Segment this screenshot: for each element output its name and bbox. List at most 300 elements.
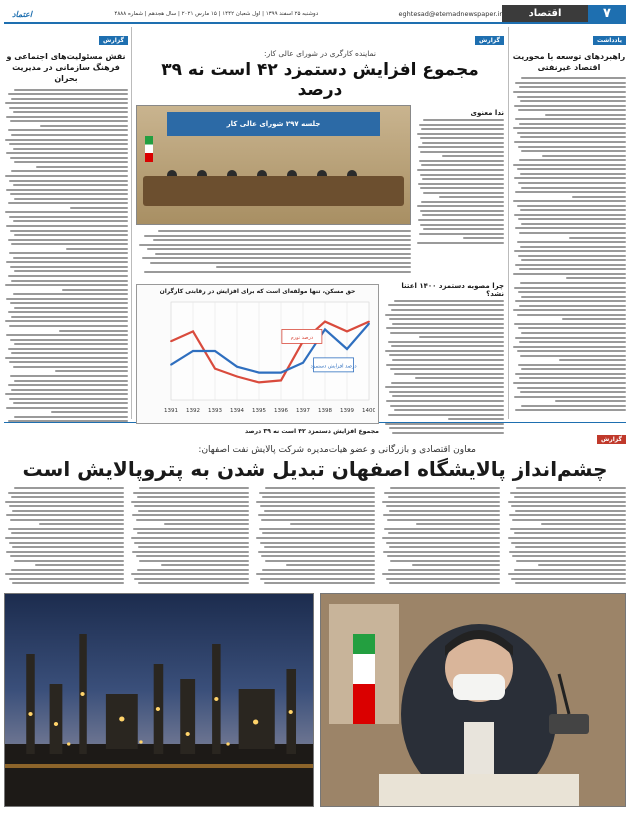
text-line [383, 551, 500, 553]
text-line [258, 551, 375, 553]
left-column-body [4, 89, 128, 423]
text-line [6, 334, 128, 336]
x-tick-label: 1398 [318, 408, 332, 415]
text-line [389, 546, 500, 548]
text-line [390, 487, 500, 489]
text-line [423, 119, 504, 121]
text-line [562, 318, 626, 320]
data-point [192, 350, 194, 352]
text-line [259, 528, 375, 530]
text-line [422, 142, 504, 144]
main-story-kicker: نماینده کارگری در شورای عالی کار: [264, 49, 376, 58]
text-line [516, 487, 626, 489]
text-line [520, 173, 626, 175]
text-line [14, 560, 124, 562]
text-line [421, 128, 504, 130]
text-line [36, 166, 128, 168]
data-point [214, 350, 216, 352]
text-line [382, 573, 500, 575]
text-line [142, 257, 412, 259]
text-line [256, 537, 374, 539]
text-line [14, 416, 128, 418]
text-line [517, 314, 626, 316]
text-line [513, 346, 626, 348]
data-point [368, 321, 370, 323]
text-line [261, 519, 375, 521]
text-line [519, 232, 626, 234]
text-line [9, 325, 128, 327]
text-line [509, 514, 626, 516]
text-line [538, 564, 626, 566]
text-line [10, 157, 128, 159]
text-line [12, 582, 123, 584]
text-line [11, 170, 128, 172]
left-column-title: نقش مسئولیت‌های اجتماعی و فرهنگ سازمانی در مدیریت بحران [6, 52, 126, 84]
text-line [517, 132, 626, 134]
text-line [8, 492, 124, 494]
data-point [192, 331, 194, 333]
page-number: ۷ [588, 5, 626, 22]
left-column-tag: گزارش [99, 36, 128, 45]
text-line [8, 420, 128, 422]
text-line [13, 257, 128, 259]
x-tick-label: 1395 [252, 408, 266, 415]
text-line [260, 578, 375, 580]
text-line [513, 273, 626, 275]
data-point [258, 382, 260, 384]
text-line [161, 564, 249, 566]
text-line [264, 510, 375, 512]
text-line [6, 514, 123, 516]
text-line [5, 537, 123, 539]
text-line [515, 409, 626, 411]
main-story-lower-lines [384, 300, 504, 434]
text-line [555, 400, 626, 402]
text-line [514, 323, 626, 325]
data-point [214, 368, 216, 370]
text-line [520, 100, 626, 102]
text-line [14, 270, 128, 272]
x-tick-label: 1396 [274, 408, 288, 415]
text-line [5, 284, 128, 286]
text-line [389, 391, 504, 393]
text-line [541, 523, 626, 525]
text-line [572, 196, 626, 198]
text-line [519, 123, 626, 125]
text-line [155, 253, 411, 255]
text-line [515, 582, 626, 584]
text-line [389, 582, 500, 584]
text-line [6, 152, 128, 154]
text-line [514, 141, 626, 143]
text-line [390, 332, 504, 334]
text-line [259, 492, 375, 494]
text-line [542, 155, 626, 157]
data-point [324, 329, 326, 331]
legend-label: درصد افزایش دستمزد [310, 363, 357, 370]
text-line [10, 120, 128, 122]
text-line [144, 235, 411, 237]
text-line [265, 560, 375, 562]
text-line [6, 261, 128, 263]
text-line [13, 220, 128, 222]
text-line [519, 159, 626, 161]
text-line [419, 336, 504, 338]
text-line [132, 514, 249, 516]
text-line [62, 289, 128, 291]
text-line [518, 327, 626, 329]
text-line [14, 234, 128, 236]
text-line [390, 560, 500, 562]
bottom-column [4, 487, 124, 587]
official-portrait-illustration [320, 594, 625, 807]
text-line [11, 316, 128, 318]
text-line [9, 361, 128, 363]
text-line [139, 487, 249, 489]
meeting-photo [136, 105, 411, 225]
text-line [10, 302, 128, 304]
text-line [133, 528, 249, 530]
text-line [11, 389, 128, 391]
text-line [391, 345, 504, 347]
text-line [392, 395, 504, 397]
text-line [131, 537, 249, 539]
right-column-body [512, 77, 626, 411]
bottom-column [506, 487, 626, 587]
text-line [515, 300, 626, 302]
text-line [420, 187, 504, 189]
text-line [514, 214, 626, 216]
text-line [9, 143, 128, 145]
section-email[interactable]: eghtesad@etemadnewspaper.ir [398, 9, 502, 18]
text-line [511, 542, 626, 544]
text-line [5, 501, 123, 503]
text-line [13, 184, 128, 186]
text-line [420, 224, 504, 226]
main-story-caption: مجموع افزایش دستمزد ۴۲ است نه ۳۹ درصد [244, 428, 379, 436]
right-column [508, 27, 626, 419]
text-line [517, 387, 626, 389]
text-line [153, 239, 412, 241]
text-line [136, 555, 250, 557]
text-line [384, 492, 500, 494]
text-line [8, 275, 128, 277]
data-point [236, 366, 238, 368]
main-story-headline: مجموع افزایش دستمزد ۴۲ است نه ۳۹ درصد [161, 60, 479, 100]
text-line [514, 569, 626, 571]
text-line [389, 318, 504, 320]
text-line [385, 386, 504, 388]
text-line [9, 542, 124, 544]
text-line [519, 305, 626, 307]
text-line [10, 266, 128, 268]
text-line [518, 364, 626, 366]
page-header [4, 5, 626, 24]
text-line [418, 183, 504, 185]
text-line [418, 146, 504, 148]
text-line [158, 230, 411, 232]
text-line [13, 293, 128, 295]
text-line [420, 151, 504, 153]
text-line [517, 96, 626, 98]
chart-area [136, 278, 379, 437]
text-line [14, 343, 128, 345]
text-line [11, 134, 128, 136]
text-line [569, 237, 626, 239]
text-line [385, 314, 504, 316]
text-line [11, 532, 123, 534]
text-line [260, 505, 375, 507]
text-line [520, 391, 626, 393]
text-line [419, 233, 504, 235]
text-line [559, 359, 626, 361]
text-line [256, 501, 374, 503]
text-line [515, 227, 626, 229]
text-line [417, 169, 504, 171]
text-line [11, 98, 128, 100]
data-point [280, 372, 282, 374]
text-line [5, 102, 128, 104]
text-line [392, 432, 504, 434]
text-line [387, 519, 501, 521]
text-line [131, 501, 249, 503]
text-line [66, 248, 128, 250]
text-line [383, 514, 500, 516]
text-line [5, 393, 128, 395]
text-line [448, 418, 504, 420]
data-point [258, 372, 260, 374]
text-line [521, 223, 626, 225]
text-line [508, 573, 626, 575]
text-line [9, 216, 128, 218]
text-line [463, 237, 504, 239]
text-line [8, 311, 128, 313]
text-line [11, 280, 128, 282]
x-tick-label: 1392 [186, 408, 200, 415]
text-line [422, 214, 504, 216]
text-line [386, 400, 504, 402]
text-line [389, 427, 504, 429]
text-line [132, 551, 249, 553]
text-line [13, 148, 128, 150]
text-line [11, 352, 128, 354]
text-line [55, 370, 128, 372]
text-line [11, 243, 128, 245]
text-line [385, 423, 504, 425]
text-line [515, 546, 626, 548]
official-photo [320, 593, 626, 807]
text-line [8, 129, 128, 131]
wage-line-chart [163, 296, 375, 416]
text-line [521, 187, 626, 189]
text-line [520, 136, 626, 138]
text-line [514, 396, 626, 398]
text-line [386, 542, 501, 544]
x-tick-label: 1400 [362, 408, 375, 415]
text-line [264, 582, 375, 584]
text-line [6, 189, 128, 191]
text-line [5, 357, 128, 359]
text-line [517, 350, 626, 352]
text-line [39, 523, 124, 525]
text-line [518, 255, 626, 257]
text-line [5, 573, 123, 575]
text-line [511, 578, 626, 580]
text-line [6, 116, 128, 118]
data-point [346, 348, 348, 350]
text-line [518, 146, 626, 148]
text-line [513, 164, 626, 166]
text-line [515, 510, 626, 512]
text-line [8, 93, 128, 95]
text-line [518, 218, 626, 220]
text-line [10, 555, 124, 557]
text-line [8, 528, 124, 530]
text-line [513, 382, 626, 384]
text-line [518, 109, 626, 111]
text-line [5, 320, 128, 322]
text-line [386, 364, 504, 366]
data-point [280, 380, 282, 382]
text-line [138, 582, 249, 584]
text-line [418, 219, 504, 221]
text-line [133, 492, 249, 494]
text-line [51, 411, 128, 413]
main-story-subhead: چرا مصوبه دستمزد ۱۴۰۰ اعتنا نشد؟ [401, 281, 504, 298]
text-line [508, 501, 626, 503]
text-line [8, 239, 128, 241]
text-line [514, 496, 626, 498]
x-tick-label: 1394 [230, 408, 244, 415]
text-line [14, 307, 128, 309]
text-line [509, 551, 626, 553]
right-column-title: راهبردهای توسعه با محوریت اقتصاد غیرنفتی [512, 52, 626, 73]
text-line [515, 191, 626, 193]
text-line [384, 528, 500, 530]
text-line [262, 532, 374, 534]
text-line [385, 350, 504, 352]
text-line [517, 241, 626, 243]
text-line [516, 560, 626, 562]
text-line [216, 266, 411, 268]
main-story-side-text [416, 105, 504, 273]
text-line [131, 573, 249, 575]
text-line [521, 150, 626, 152]
text-line [518, 182, 626, 184]
text-line [13, 402, 128, 404]
text-line [394, 373, 504, 375]
text-line [417, 133, 504, 135]
data-point [368, 323, 370, 325]
text-line [515, 82, 626, 84]
text-line [10, 375, 128, 377]
text-line [521, 77, 626, 79]
text-line [386, 505, 501, 507]
text-line [394, 300, 504, 302]
text-line [35, 564, 123, 566]
data-point [236, 376, 238, 378]
text-line [517, 168, 626, 170]
text-line [515, 337, 626, 339]
text-line [389, 354, 504, 356]
bottom-column [130, 487, 250, 587]
text-line [5, 139, 128, 141]
text-line [518, 291, 626, 293]
text-line [139, 244, 411, 246]
top-section [4, 27, 626, 436]
text-line [137, 569, 249, 571]
text-line [137, 532, 249, 534]
main-story-lower-text [384, 278, 504, 437]
text-line [508, 537, 626, 539]
text-line [134, 505, 249, 507]
text-line [514, 250, 626, 252]
text-line [420, 210, 504, 212]
data-point [170, 364, 172, 366]
text-line [387, 555, 501, 557]
text-line [14, 89, 128, 91]
bottom-story-kicker: معاون اقتصادی و بازرگانی و عضو هیات‌مدیره شرکت پالایش نفت اصفهان: [198, 445, 476, 455]
text-line [386, 327, 504, 329]
text-line [388, 414, 504, 416]
text-line [9, 107, 128, 109]
text-line [420, 137, 504, 139]
text-line [419, 124, 504, 126]
main-story-side-lines [416, 119, 504, 244]
text-line [13, 111, 128, 113]
text-line [513, 309, 626, 311]
text-line [258, 514, 375, 516]
bottom-column [255, 487, 375, 587]
logo: اعتماد [11, 8, 33, 19]
text-line [390, 368, 504, 370]
text-line [256, 573, 374, 575]
text-line [391, 382, 504, 384]
text-line [391, 309, 504, 311]
data-point [324, 321, 326, 323]
text-line [6, 225, 128, 227]
bottom-story-tag: گزارش [597, 435, 626, 444]
flag-icon [145, 136, 153, 162]
text-line [521, 296, 626, 298]
text-line [14, 198, 128, 200]
text-line [512, 555, 626, 557]
main-story [132, 27, 508, 436]
text-line [520, 209, 626, 211]
text-line [392, 359, 504, 361]
text-line [416, 523, 501, 525]
text-line [147, 248, 411, 250]
text-line [439, 196, 504, 198]
text-line [510, 528, 626, 530]
text-line [262, 496, 374, 498]
text-line [390, 405, 504, 407]
text-line [521, 332, 626, 334]
data-point [302, 362, 304, 364]
text-line [513, 127, 626, 129]
text-line [14, 161, 128, 163]
text-line [388, 341, 504, 343]
text-line [521, 259, 626, 261]
text-line [14, 380, 128, 382]
text-line [519, 377, 626, 379]
x-tick-label: 1391 [164, 408, 178, 415]
section-name: اقتصاد [502, 5, 588, 22]
x-tick-label: 1397 [296, 408, 310, 415]
text-line [519, 86, 626, 88]
text-line [422, 178, 504, 180]
meeting-photo-banner: جلسه ۲۹۷ شورای عالی کار [167, 112, 380, 136]
